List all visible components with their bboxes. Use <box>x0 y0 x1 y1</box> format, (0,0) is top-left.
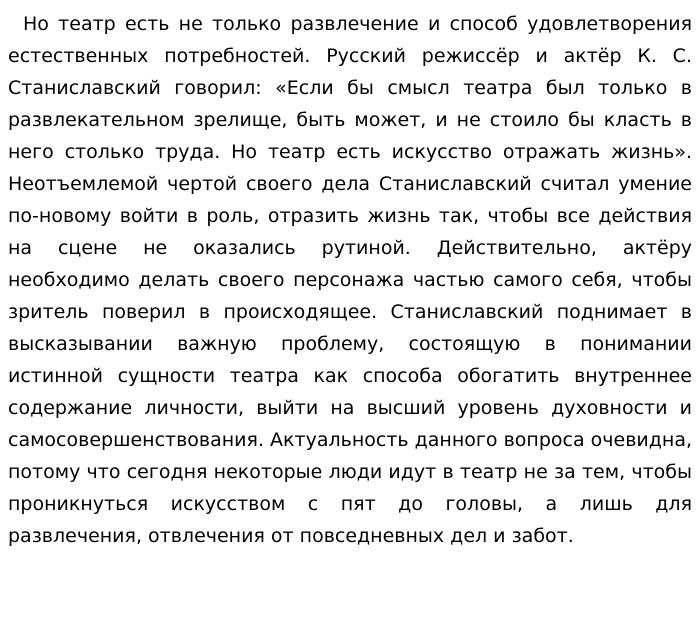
essay-paragraph: Но театр есть не только развлечение и способ удовлетворения естественных потребностей. Русский режиссёр и актёр К. С. Станиславский говорил: «Если бы смысл театра был только в развлекательном зрелище, быть может, и не стоило бы класть в него столько труда. Но театр есть искусство отражать жизнь». Неотъемлемой чертой своего дела Станиславский считал умение по-новому войти в роль, отразить жизнь так, чтобы все действия на сцене не оказались рутиной. Действительно, актёру необходимо делать своего персонажа частью самого себя, чтобы зритель поверил в происходящее. Станиславский поднимает в высказывании важную проблему, состоящую в понимании истинной сущности театра как способа обогатить внутреннее содержание личности, выйти на высший уровень духовности и самосовершенствования. Актуальность данного вопроса очевидна, потому что сегодня некоторые люди идут в театр не за тем, чтобы проникнуться искусством с пят до головы, а лишь для развлечения, отвлечения от повседневных дел и забот. <box>8 13 692 547</box>
